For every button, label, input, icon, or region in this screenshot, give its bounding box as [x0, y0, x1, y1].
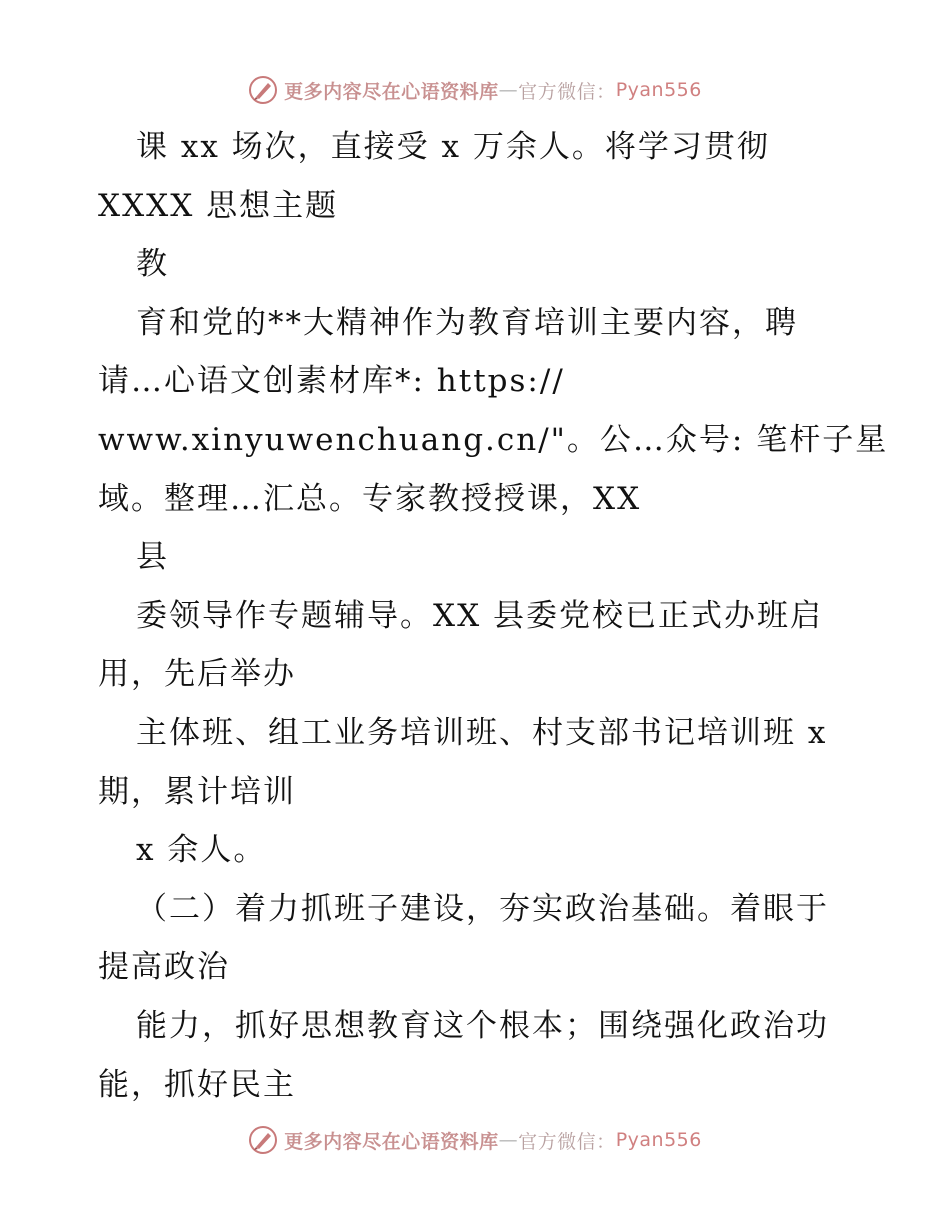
pen-logo-icon: [248, 1125, 278, 1155]
text-line: x 余人。: [136, 832, 267, 869]
watermark-sub-text: 官方微信：: [518, 1130, 616, 1153]
text-line: 提高政治: [98, 949, 230, 986]
text-line: 主体班、组工业务培训班、村支部书记培训班 x: [136, 714, 828, 751]
text-line: 教: [136, 246, 169, 283]
text-line: 能力，抓好思想教育这个根本；围绕强化政治功: [136, 1007, 829, 1044]
watermark-dash: —: [498, 79, 519, 101]
watermark-main-text: 更多内容尽在心语资料库: [284, 1130, 499, 1153]
document-body: [98, 118, 898, 1114]
text-line: 期，累计培训: [98, 773, 296, 810]
text-line: 育和党的**大精神作为教育培训主要内容，聘: [136, 304, 798, 341]
pen-logo-icon: [248, 75, 278, 105]
text-line: 请…心语文创素材库*: https://: [98, 363, 565, 400]
text-line: 域。整理…汇总。专家教授授课，XX: [98, 480, 642, 517]
text-line: 县: [136, 539, 169, 576]
watermark-dash: —: [498, 1129, 519, 1151]
watermark-id-text: Pyan556: [615, 79, 702, 101]
text-line: 委领导作专题辅导。XX 县委党校已正式办班启: [136, 597, 823, 634]
watermark-id-text: Pyan556: [615, 1129, 702, 1151]
watermark-sub-text: 官方微信：: [518, 80, 616, 103]
text-line: 用，先后举办: [98, 656, 296, 693]
watermark-main-text: 更多内容尽在心语资料库: [284, 80, 499, 103]
text-line: 能，抓好民主: [98, 1066, 296, 1103]
header-watermark: [0, 70, 950, 110]
text-line: 课 xx 场次，直接受 x 万余人。将学习贯彻: [136, 129, 770, 165]
text-line: （二）着力抓班子建设，夯实政治基础。着眼于: [136, 890, 829, 927]
footer-watermark: [0, 1120, 950, 1160]
text-line: www.xinyuwenchuang.cn/"。公…众号: 笔杆子星: [98, 421, 889, 458]
text-line: XXXX 思想主题: [98, 187, 339, 224]
